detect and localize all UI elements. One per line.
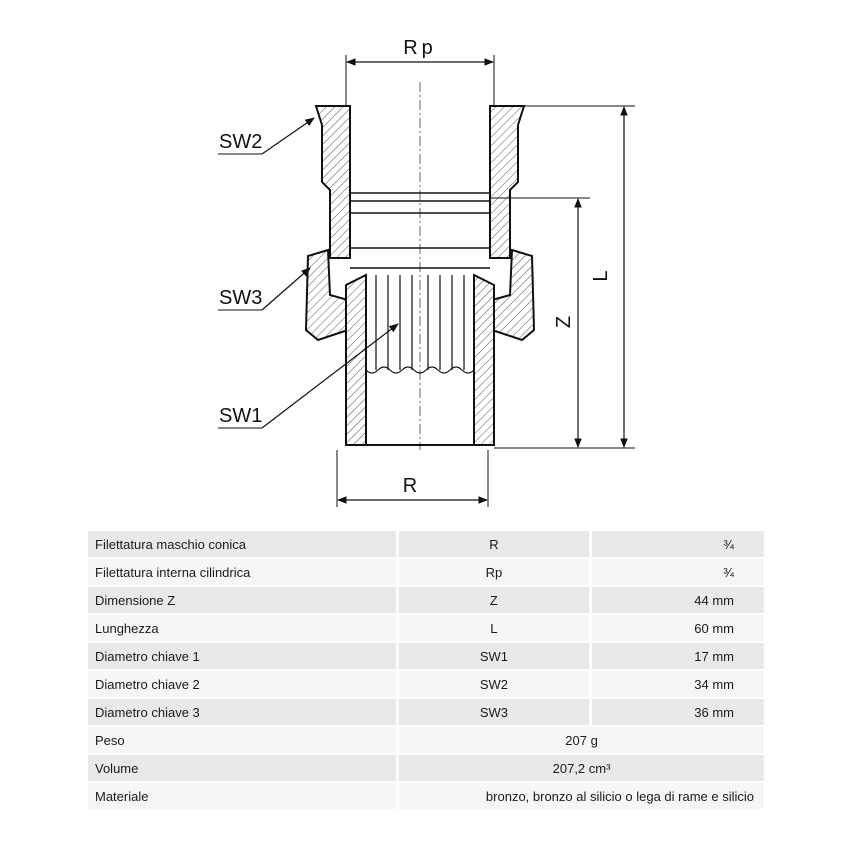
union-nut-right xyxy=(492,250,534,340)
table-row xyxy=(88,671,764,699)
row-label: Diametro chiave 1 xyxy=(88,643,396,671)
lower-body-right-wall xyxy=(474,275,494,445)
row-label: Lunghezza xyxy=(88,615,396,643)
z-label: Z xyxy=(553,315,575,329)
row-value: 44 mm xyxy=(589,587,764,615)
spec-table xyxy=(88,531,764,811)
row-label: Filettatura maschio conica xyxy=(88,531,396,559)
peso-value: 207 g xyxy=(396,727,764,755)
table-row xyxy=(88,559,764,587)
l-label: L xyxy=(590,270,612,282)
row-value: 34 mm xyxy=(589,671,764,699)
row-symbol: R xyxy=(396,531,589,559)
materiale-value: bronzo, bronzo al silicio o lega di rame e silicio xyxy=(396,783,764,811)
lower-body-left-wall xyxy=(346,275,366,445)
upper-body-left-wall xyxy=(316,106,350,258)
row-value: ¾ xyxy=(589,531,764,559)
r-label: R xyxy=(402,475,418,497)
materiale-label: Materiale xyxy=(88,783,396,811)
volume-value: 207,2 cm³ xyxy=(396,755,764,783)
volume-label: Volume xyxy=(88,755,396,783)
table-row xyxy=(88,587,764,615)
table-row-peso xyxy=(88,727,764,755)
row-value: ¾ xyxy=(589,559,764,587)
peso-label: Peso xyxy=(88,727,396,755)
row-symbol: SW3 xyxy=(396,699,589,727)
table-row-volume xyxy=(88,755,764,783)
row-value: 60 mm xyxy=(589,615,764,643)
row-label: Dimensione Z xyxy=(88,587,396,615)
table-row-materiale xyxy=(88,783,764,811)
sw3-label: SW3 xyxy=(219,287,263,309)
table-row xyxy=(88,699,764,727)
row-symbol: Rp xyxy=(396,559,589,587)
table-row xyxy=(88,615,764,643)
row-symbol: SW1 xyxy=(396,643,589,671)
row-label: Filettatura interna cilindrica xyxy=(88,559,396,587)
sw2-label: SW2 xyxy=(219,131,263,153)
row-value: 36 mm xyxy=(589,699,764,727)
row-label: Diametro chiave 2 xyxy=(88,671,396,699)
row-symbol: SW2 xyxy=(396,671,589,699)
row-value: 17 mm xyxy=(589,643,764,671)
sw1-label: SW1 xyxy=(219,405,263,427)
table-row xyxy=(88,531,764,559)
row-symbol: L xyxy=(396,615,589,643)
upper-body-right-wall xyxy=(490,106,524,258)
table-row xyxy=(88,643,764,671)
sw1-leader xyxy=(262,324,398,428)
sw2-leader xyxy=(262,118,314,154)
row-symbol: Z xyxy=(396,587,589,615)
sw3-leader xyxy=(262,268,310,310)
rp-label: Rp xyxy=(403,37,437,59)
row-label: Diametro chiave 3 xyxy=(88,699,396,727)
union-nut-left xyxy=(306,250,348,340)
